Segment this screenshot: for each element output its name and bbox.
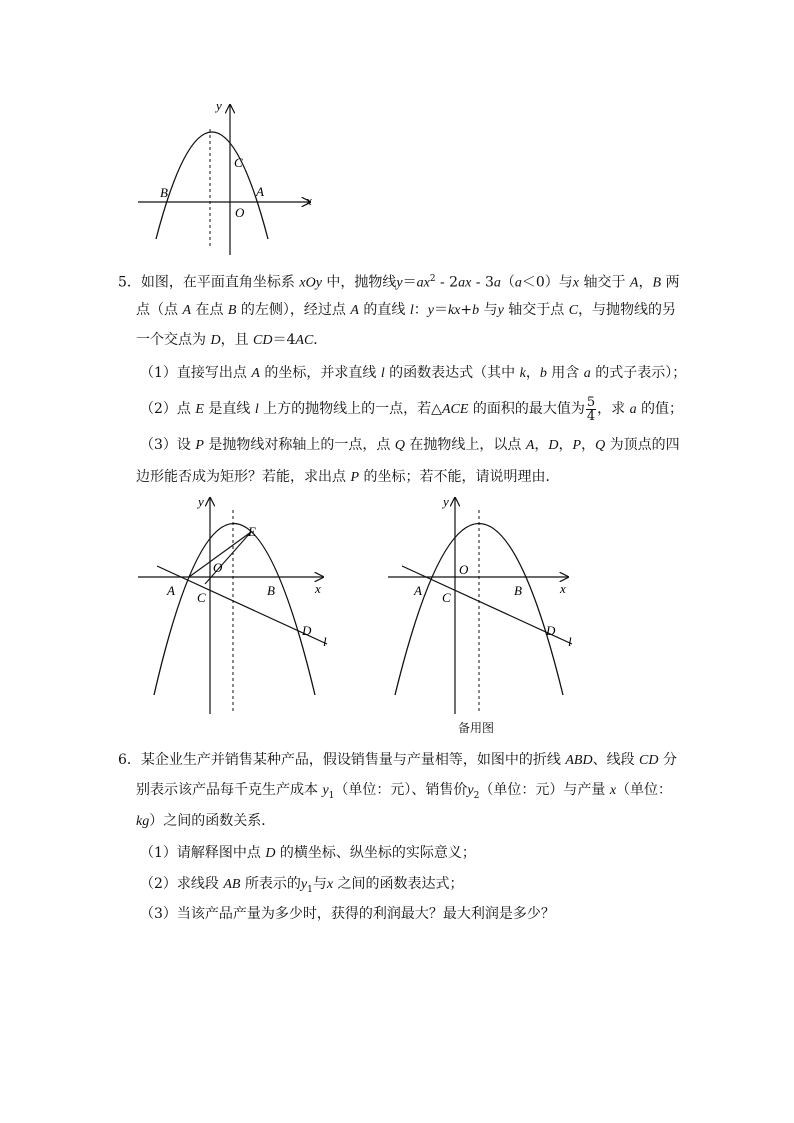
label-A: A — [256, 184, 264, 199]
label-E: E — [248, 524, 256, 539]
q6-line2: 别表示该产品每千克生产成本 $y_1$（单位：元）、销售价$y_2$（单位：元）与产量 x（单位： — [136, 782, 673, 801]
q5-part2: （2）点 E 是直线 l 上方的抛物线上的一点，若△ACE 的面积的最大值为 $\frac{5}{4}$ ，求 a 的值； — [140, 394, 684, 424]
left-parabola-figure — [135, 492, 345, 717]
label-B: B — [267, 583, 275, 598]
label-y: y — [216, 98, 222, 113]
q5-line1: 5．如图，在平面直角坐标系 xOy 中，抛物线$y=ax^2 - 2ax - 3a(a<0)$与x 轴交于 A，B 两 — [118, 274, 680, 291]
label-B: B — [514, 583, 522, 598]
right-figure-caption: 备用图 — [458, 721, 495, 735]
segment-CE — [205, 532, 251, 584]
label-O: O — [235, 205, 245, 220]
label-A: A — [414, 583, 422, 598]
parabola — [156, 132, 268, 239]
q5-line2: 点（点 A 在点 B 的左侧），经过点 A 的直线 l：y＝kx+b 与y 轴交于点 C，与抛物线的另 — [136, 302, 677, 318]
label-x: x — [306, 193, 312, 208]
label-O: O — [459, 562, 469, 577]
label-l: l — [568, 634, 572, 649]
q5-line3: 一个交点为 D，且 CD＝4AC． — [136, 332, 328, 348]
top-parabola-figure — [130, 95, 320, 260]
label-y: y — [443, 494, 449, 509]
label-C: C — [442, 590, 451, 605]
q6-line3: kg）之间的函数关系． — [136, 813, 276, 829]
parabola — [395, 524, 563, 696]
q6-part2: （2）求线段 AB 所表示的$y_1$与x 之间的函数表达式； — [140, 876, 464, 895]
q6-part1: （1）请解释图中点 D 的横坐标、纵坐标的实际意义； — [140, 845, 476, 861]
label-x: x — [315, 581, 321, 596]
q6-part3: （3）当该产品产量为多少时，获得的利润最大？最大利润是多少？ — [140, 906, 555, 922]
fraction-5-4: $\frac{5}{4}$ — [586, 394, 596, 424]
q6-line1: 6．某企业生产并销售某种产品，假设销售量与产量相等，如图中的折线 ABD、线段 CD 分 — [118, 752, 677, 768]
q5-part1: （1）直接写出点 A 的坐标，并求直线 l 的函数表达式（其中 k，b 用含 a 的式子表示）； — [140, 365, 687, 381]
label-O: O — [213, 560, 223, 575]
parabola — [154, 524, 315, 696]
q5-part3-cont: 边形能否成为矩形？若能，求出点 P 的坐标；若不能，请说明理由． — [136, 469, 560, 485]
label-y: y — [198, 494, 204, 509]
label-A: A — [167, 583, 175, 598]
label-l: l — [323, 634, 327, 649]
label-C: C — [234, 155, 243, 170]
label-x: x — [560, 581, 566, 596]
label-D: D — [302, 623, 312, 638]
label-C: C — [197, 590, 206, 605]
label-B: B — [160, 185, 168, 200]
q5-part3: （3）设 P 是抛物线对称轴上的一点，点 Q 在抛物线上，以点 A，D，P，Q 为顶点的四 — [140, 437, 680, 453]
right-parabola-figure — [380, 492, 590, 717]
label-D: D — [546, 623, 556, 638]
